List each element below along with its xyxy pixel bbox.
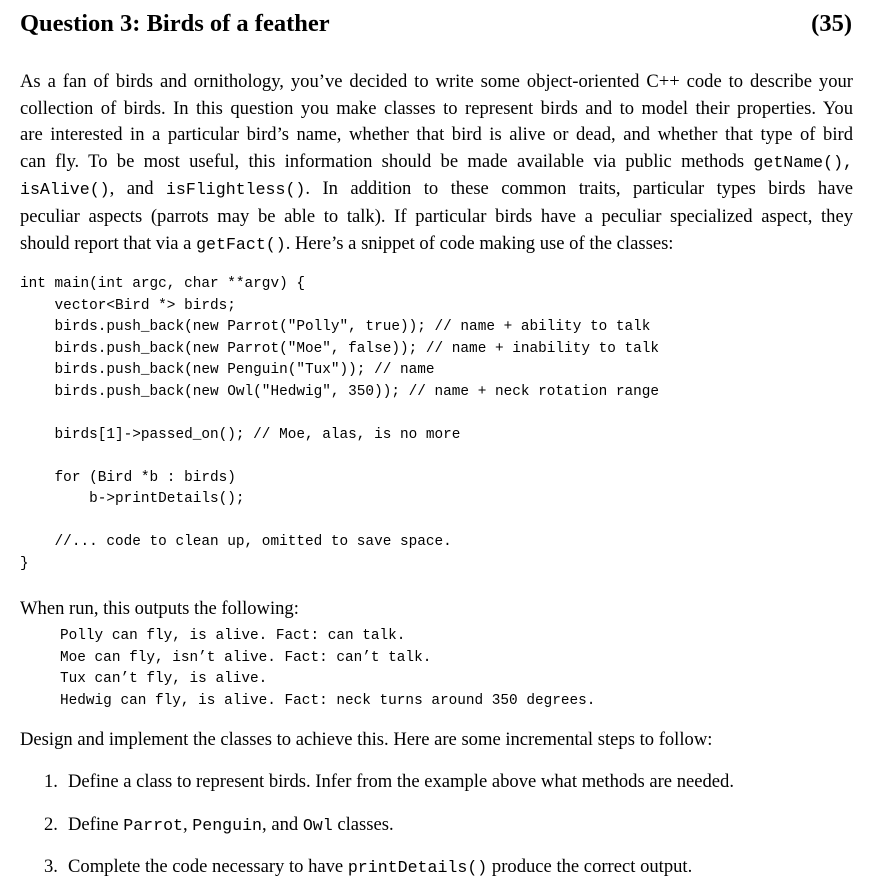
question-title: Question 3: Birds of a feather — [20, 10, 330, 37]
step-3-text-a: Complete the code necessary to have — [68, 856, 348, 877]
owl-code: Owl — [302, 816, 333, 835]
step-3-number: 3. — [44, 856, 58, 877]
step-1 — [44, 771, 734, 793]
intro-paragraph — [20, 69, 853, 258]
step-1-number: 1. — [44, 771, 58, 792]
intro-line-3: are interested in a particular bird’s name, whether that bird is alive or dead, and whether that type of bird — [20, 124, 853, 146]
step-2-text-b: , — [183, 814, 193, 835]
intro-line-2: collection of birds. In this question you make classes to represent birds and to model their properties. You — [20, 97, 853, 119]
program-output: Polly can fly, is alive. Fact: can talk. Moe can fly, isn’t alive. Fact: can’t talk. Tux can’t fly, is alive. Hedwig can fly, is alive. Fact: neck turns around 350 degrees. — [60, 628, 596, 709]
intro-line-5 — [20, 176, 853, 204]
intro-line-6: peculiar aspects (parrots may be able to talk). If particular birds have a peculiar specialized aspect, they — [20, 205, 853, 227]
step-3-text-b: produce the correct output. — [487, 856, 693, 877]
step-2-text-c: , and — [262, 814, 303, 835]
step-2-number: 2. — [44, 814, 58, 835]
intro-line-7 — [20, 231, 853, 259]
step-2-text-d: classes. — [332, 814, 394, 835]
question-marks: (35) — [811, 10, 852, 37]
printdetails-code: printDetails() — [347, 858, 488, 877]
intro-line-4-text: can fly. To be most useful, this information should be made available via public methods — [20, 150, 754, 172]
step-3 — [44, 856, 692, 878]
step-2 — [44, 814, 394, 836]
parrot-code: Parrot — [123, 816, 183, 835]
step-2-text-a: Define — [68, 814, 124, 835]
isalive-code: isAlive() — [20, 180, 110, 200]
code-snippet: int main(int argc, char **argv) { vector<Bird *> birds; birds.push_back(new Parrot("Polly", true)); // name + ability to talk birds.push_back(new Parrot("Moe", false)); // name + inability to talk birds.push_back(new Penguin("Tux")); // name birds.push_back(new Owl("Hedwig", 350)); // name + neck rotation range birds[1]->passed_on(); // Moe, alas, is no more for (Bird *b : birds) b->printDetails(); //... code to clean up, omitted to save space. } — [20, 276, 660, 572]
intro-line-1: As a fan of birds and ornithology, you’ve decided to write some object-oriented C++ code to describe your — [20, 71, 853, 92]
penguin-code: Penguin — [192, 816, 263, 835]
step-1-text: Define a class to represent birds. Infer from the example above what methods are needed. — [68, 771, 735, 792]
intro-line-5-text-1: , and — [109, 178, 166, 200]
intro-line-5-text-2: . In addition to these common traits, particular types birds have — [305, 178, 853, 200]
intro-line-7-text-1: should report that via a — [20, 232, 197, 254]
output-intro: When run, this outputs the following: — [20, 598, 299, 619]
intro-line-7-text-2: . Here’s a snippet of code making use of the classes: — [285, 232, 674, 254]
getfact-code: getFact() — [196, 234, 286, 254]
intro-line-4 — [20, 149, 853, 177]
design-instructions: Design and implement the classes to achieve this. Here are some incremental steps to follow: — [20, 729, 713, 750]
getname-code: getName(), — [753, 152, 853, 172]
isflightless-code: isFlightless() — [165, 180, 306, 200]
